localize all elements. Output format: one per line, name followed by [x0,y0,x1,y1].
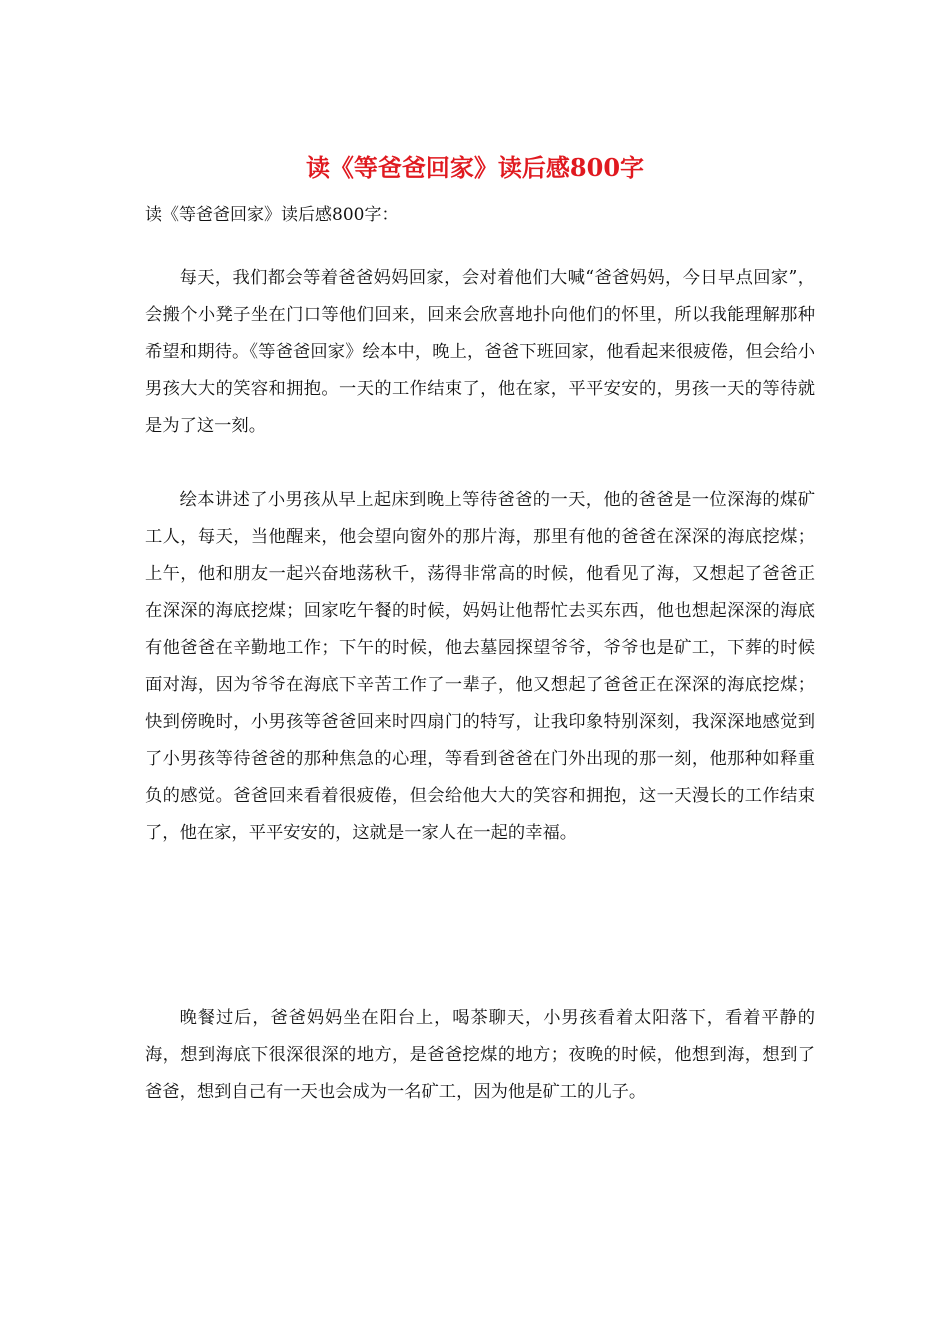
document-subtitle: 读《等爸爸回家》读后感800字： [145,205,399,225]
paragraph-1: 每天，我们都会等着爸爸妈妈回家，会对着他们大喊“爸爸妈妈，今日早点回家”，会搬个小凳子坐在门口等他们回来，回来会欣喜地扑向他们的怀里，所以我能理解那种希望和期待。《等爸爸回家》绘本中，晚上，爸爸下班回家，他看起来很疲倦，但会给小男孩大大的笑容和拥抱。一天的工作结束了，他在家，平平安安的，男孩一天的等待就是为了这一刻。 [145,268,815,436]
paragraph-2: 绘本讲述了小男孩从早上起床到晚上等待爸爸的一天，他的爸爸是一位深海的煤矿工人，每天，当他醒来，他会望向窗外的那片海，那里有他的爸爸在深深的海底挖煤；上午，他和朋友一起兴奋地荡秋千，荡得非常高的时候，他看见了海，又想起了爸爸正在深深的海底挖煤；回家吃午餐的时候，妈妈让他帮忙去买东西，他也想起深深的海底有他爸爸在辛勤地工作；下午的时候，他去墓园探望爷爷，爷爷也是矿工，下葬的时候面对海，因为爷爷在海底下辛苦工作了一辈子，他又想起了爸爸正在深深的海底挖煤；快到傍晚时，小男孩等爸爸回来时四扇门的特写，让我印象特别深刻，我深深地感觉到了小男孩等待爸爸的那种焦急的心理，等看到爸爸在门外出现的那一刻，他那种如释重负的感觉。爸爸回来看着很疲倦，但会给他大大的笑容和拥抱，这一天漫长的工作结束了，他在家，平平安安的，这就是一家人在一起的幸福。 [145,490,815,843]
paragraph-3: 晚餐过后，爸爸妈妈坐在阳台上，喝茶聊天，小男孩看着太阳落下，看着平静的海，想到海底下很深很深的地方，是爸爸挖煤的地方；夜晚的时候，他想到海，想到了爸爸，想到自己有一天也会成为一名矿工，因为他是矿工的儿子。 [145,1008,815,1102]
document-title: 读《等爸爸回家》读后感800字 [305,153,645,182]
